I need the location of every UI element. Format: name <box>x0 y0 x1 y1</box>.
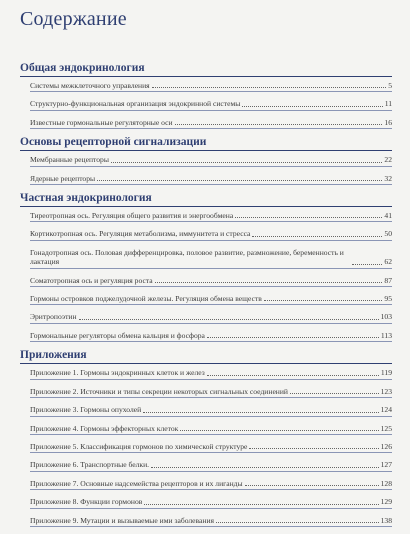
leader-dots <box>152 87 387 88</box>
entry-label: Соматотропная ось и регуляция роста <box>30 275 153 285</box>
leader-dots <box>235 217 382 218</box>
entry-page: 87 <box>384 275 392 285</box>
entry-page: 126 <box>380 441 392 451</box>
leader-dots <box>143 412 378 413</box>
leader-dots <box>155 282 383 283</box>
entry-page: 127 <box>380 460 392 470</box>
toc-entry[interactable] <box>30 248 392 269</box>
leader-dots <box>144 504 378 505</box>
leader-dots <box>264 300 383 301</box>
entry-label: Гормональные регуляторы обмена кальция и фосфора <box>30 330 205 340</box>
toc-entry[interactable] <box>30 479 392 490</box>
entry-page: 5 <box>388 81 392 90</box>
toc-entry[interactable] <box>30 118 392 129</box>
toc-section-special-endocrinology <box>20 192 392 342</box>
toc-entry[interactable] <box>30 276 392 287</box>
entry-label: Гонадотропная ось. Половая дифференцировка, половое развитие, размножение, беременность и лактация <box>30 247 344 267</box>
toc-section-receptor-signaling <box>20 136 392 185</box>
toc-entry[interactable] <box>30 405 392 416</box>
leader-dots <box>290 393 379 394</box>
entry-label: Кортикотропная ось. Регуляция метаболизма, иммунитета и стресса <box>30 229 251 239</box>
leader-dots <box>242 106 382 107</box>
toc-entry[interactable] <box>30 460 392 471</box>
entry-label: Приложение 6. Транспортные белки. <box>30 460 150 470</box>
entry-page: 113 <box>380 330 392 340</box>
entry-page: 41 <box>384 211 392 221</box>
leader-dots <box>352 264 382 265</box>
section-title: Частная эндокринология <box>20 192 392 207</box>
entry-page: 95 <box>384 294 392 304</box>
entry-page: 62 <box>384 257 392 267</box>
leader-dots <box>111 162 382 163</box>
leader-dots <box>207 375 379 376</box>
entry-label: Приложение 5. Классификация гормонов по химической структуре <box>30 441 248 451</box>
leader-dots <box>79 319 379 320</box>
entry-page: 128 <box>380 478 392 488</box>
entry-page: 11 <box>384 99 392 109</box>
entry-page: 103 <box>380 312 392 322</box>
entry-label: Мембранные рецепторы <box>30 155 109 165</box>
toc-entry[interactable] <box>30 229 392 240</box>
leader-dots <box>252 236 382 237</box>
entry-label: Приложение 4. Гормоны эффекторных клеток <box>30 423 179 433</box>
toc-entry[interactable] <box>30 155 392 166</box>
entry-page: 119 <box>380 368 392 378</box>
leader-dots <box>151 467 379 468</box>
entry-page: 124 <box>380 405 392 415</box>
toc-entry[interactable] <box>30 331 392 342</box>
section-title: Основы рецепторной сигнализации <box>20 136 392 151</box>
entry-label: Тиреотропная ось. Регуляция общего развития и энергообмена <box>30 211 234 221</box>
entry-label: Приложение 2. Источники и типы секреции некоторых сигнальных соединений <box>30 386 289 396</box>
entry-page: 16 <box>384 117 392 127</box>
entry-label: Структурно-функциональная организация эндокринной системы <box>30 99 241 109</box>
leader-dots <box>245 485 379 486</box>
leader-dots <box>216 522 379 523</box>
leader-dots <box>249 448 378 449</box>
entry-page: 123 <box>380 386 392 396</box>
entry-label: Приложение 8. Функции гормонов <box>30 497 143 507</box>
leader-dots <box>97 180 382 181</box>
toc-entry[interactable] <box>30 516 392 527</box>
leader-dots <box>207 337 379 338</box>
entry-label: Приложение 3. Гормоны опухолей <box>30 405 142 415</box>
toc-entry[interactable] <box>30 442 392 453</box>
table-of-contents <box>20 62 392 534</box>
toc-entry[interactable] <box>30 294 392 305</box>
entry-page: 138 <box>380 515 392 525</box>
toc-entry[interactable] <box>30 387 392 398</box>
leader-dots <box>175 124 383 125</box>
page-title: Содержание <box>20 8 127 30</box>
entry-page: 125 <box>380 423 392 433</box>
entry-label: Ядерные рецепторы <box>30 173 96 183</box>
entry-label: Известные гормональные регуляторные оси <box>30 117 173 127</box>
entry-label: Системы межклеточного управления <box>30 81 150 90</box>
entry-page: 50 <box>384 229 392 239</box>
toc-entry[interactable] <box>30 211 392 222</box>
section-title: Общая эндокринология <box>20 62 392 77</box>
toc-entry[interactable] <box>30 497 392 508</box>
section-title: Приложения <box>20 349 392 364</box>
entry-label: Гормоны островков поджелудочной железы. Регуляция обмена веществ <box>30 294 262 304</box>
toc-section-appendices <box>20 349 392 527</box>
entry-label: Эритропоэтин <box>30 312 77 322</box>
toc-entry[interactable] <box>30 174 392 185</box>
toc-entry[interactable] <box>30 424 392 435</box>
entry-page: 32 <box>384 173 392 183</box>
entry-page: 22 <box>384 155 392 165</box>
entry-label: Приложение 9. Мутации и вызываемые ими заболевания <box>30 515 215 525</box>
toc-entry[interactable] <box>30 312 392 323</box>
leader-dots <box>180 430 378 431</box>
toc-entry[interactable] <box>30 99 392 110</box>
toc-entry[interactable] <box>30 81 392 92</box>
toc-section-general-endocrinology <box>20 62 392 129</box>
entry-label: Приложение 7. Основные надсемейства рецепторов и их лиганды <box>30 478 243 488</box>
toc-entry[interactable] <box>30 368 392 379</box>
entry-label: Приложение 1. Гормоны эндокринных клеток и желез <box>30 368 205 378</box>
entry-page: 129 <box>380 497 392 507</box>
